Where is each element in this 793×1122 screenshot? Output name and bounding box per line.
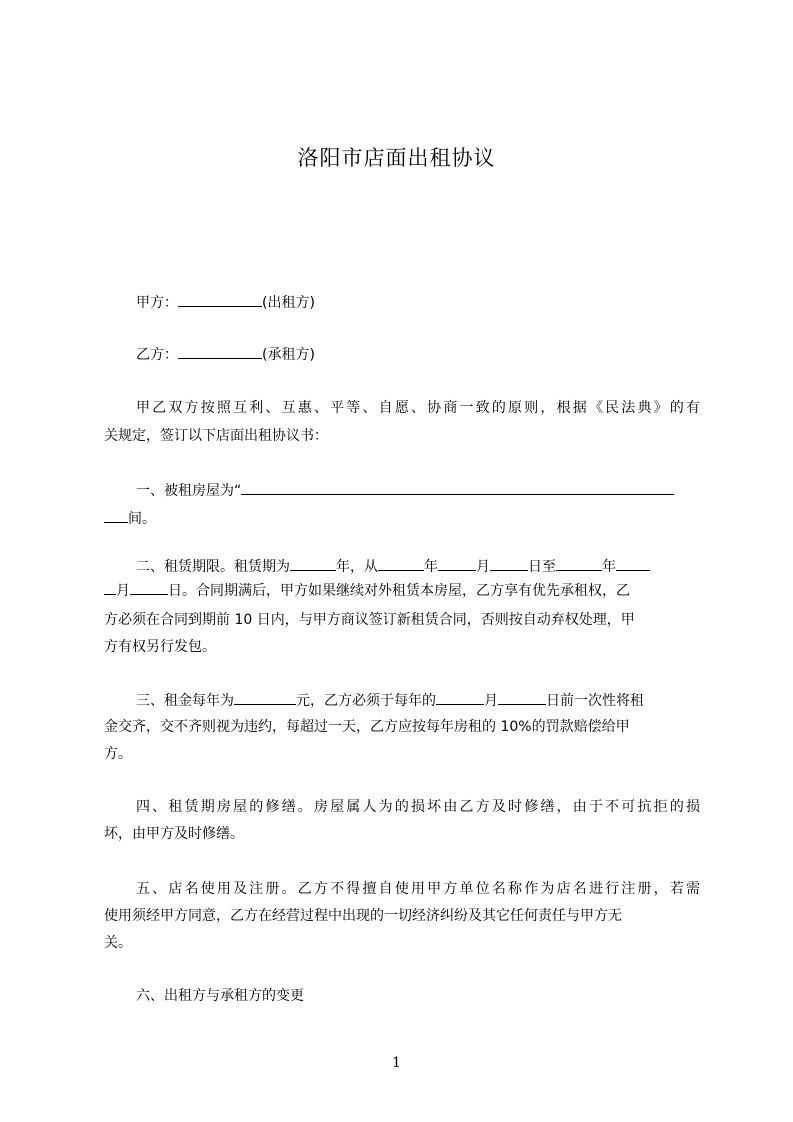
clause-3-text-a: 三、租金每年为 — [136, 693, 234, 709]
clause-3-blank-rent — [234, 690, 296, 705]
clause-2-line-2 — [104, 580, 700, 601]
party-a-role: (出租方) — [262, 295, 315, 311]
clause-5-line-1: 五、店名使用及注册。乙方不得擅自使用甲方单位名称作为店名进行注册，若需 — [136, 881, 700, 897]
clause-5-line-2: 使用须经甲方同意，乙方在经营过程中出现的一切经济纠纷及其它任何责任与甲方无 — [104, 908, 622, 924]
party-a-line — [136, 292, 732, 313]
intro-line-1: 甲乙双方按照互利、互惠、平等、自愿、协商一致的原则，根据《民法典》的有 — [136, 400, 700, 416]
clause-2-blank-end-month-2 — [104, 580, 116, 595]
clause-2-blank-years — [290, 556, 336, 571]
clause-3-line-1 — [136, 690, 700, 711]
clause-2-blank-end-day — [130, 580, 168, 595]
party-a-label: 甲方： — [136, 295, 178, 311]
intro-line-2: 关规定，签订以下店面出租协议书： — [104, 428, 328, 444]
page-title: 洛阳市店面出租协议 — [297, 146, 496, 170]
clause-2-line-3: 方必须在合同到期前 10 日内，与甲方商议签订新租赁合同，否则按自动弃权处理，甲 — [104, 612, 635, 628]
clause-4-line-1: 四、租赁期房屋的修缮。房屋属人为的损坏由乙方及时修缮，由于不可抗拒的损 — [136, 799, 700, 815]
clause-2-blank-start-year — [378, 556, 424, 571]
clause-6-line-1: 六、出租方与承租方的变更 — [136, 988, 304, 1004]
clause-2-text-h: 日。合同期满后，甲方如果继续对外租赁本房屋，乙方享有优先承租权，乙 — [168, 583, 630, 599]
clause-5-line-3: 关。 — [104, 935, 132, 951]
party-b-blank — [178, 344, 262, 359]
clause-3-line-2: 金交齐，交不齐则视为违约，每超过一天，乙方应按每年房租的 10%的罚款赔偿给甲 — [104, 719, 630, 735]
clause-1-blank — [241, 480, 674, 495]
clause-1-line-2 — [104, 508, 700, 529]
clause-3-text-c: 月 — [484, 693, 498, 709]
party-b-line — [136, 344, 732, 365]
clause-1-suffix: 间。 — [128, 511, 156, 527]
clause-3-line-3: 方。 — [104, 746, 132, 762]
clause-2-line-1 — [136, 556, 702, 577]
clause-2-blank-start-month — [438, 556, 476, 571]
clause-1-line-1 — [136, 480, 702, 501]
clause-2-text-f: 年 — [602, 559, 616, 575]
clause-3-text-b: 元，乙方必须于每年的 — [296, 693, 436, 709]
clause-4-line-2: 坏，由甲方及时修缮。 — [104, 826, 244, 842]
clause-1-blank-2 — [104, 508, 128, 523]
clause-2-text-e: 日至 — [528, 559, 556, 575]
clause-3-blank-day — [498, 690, 546, 705]
clause-3-text-d: 日前一次性将租 — [546, 693, 644, 709]
clause-2-text-c: 年 — [424, 559, 438, 575]
clause-2-text-d: 月 — [476, 559, 490, 575]
clause-2-text-a: 二、租赁期限。租赁期为 — [136, 559, 290, 575]
clause-2-line-4: 方有权另行发包。 — [104, 639, 216, 655]
clause-2-text-b: 年，从 — [336, 559, 378, 575]
page-number: 1 — [392, 1055, 401, 1071]
clause-2-blank-end-year — [556, 556, 602, 571]
clause-2-text-g: 月 — [116, 583, 130, 599]
clause-2-blank-end-month — [616, 556, 650, 571]
clause-2-blank-start-day — [490, 556, 528, 571]
party-b-label: 乙方： — [136, 347, 178, 363]
party-b-role: (承租方) — [262, 347, 315, 363]
clause-3-blank-month — [436, 690, 484, 705]
clause-1-prefix: 一、被租房屋为“ — [136, 483, 242, 499]
party-a-blank — [178, 292, 262, 307]
